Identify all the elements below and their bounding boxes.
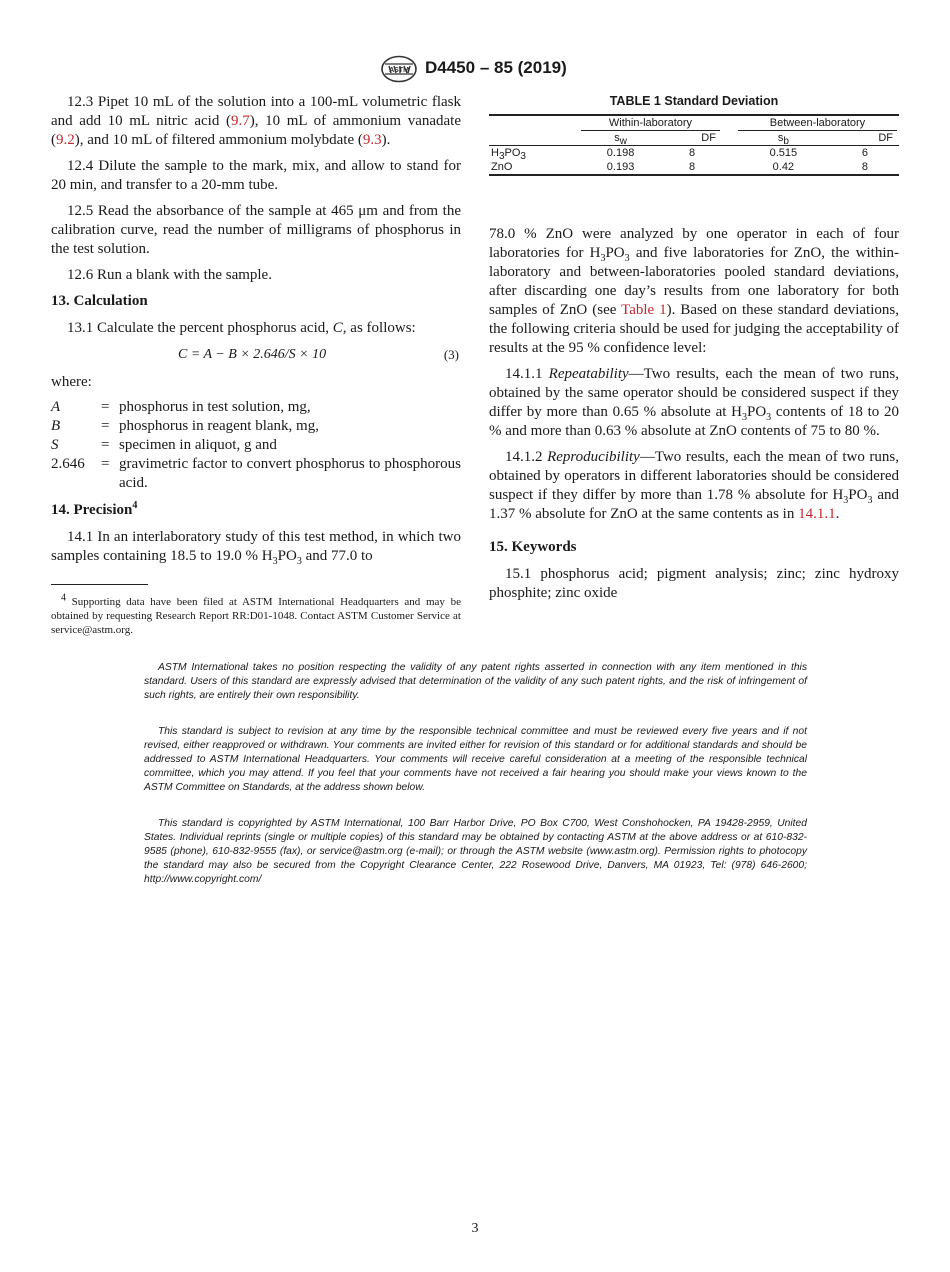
page-header [0,55,950,87]
paragraph-12-4: 12.4 Dilute the sample to the mark, mix, and allow to stand for 20 min, and transfer to a 20-mm tube. [51,158,461,193]
disclaimer-copyright: This standard is copyrighted by ASTM International, 100 Barr Harbor Drive, PO Box C700, West Conshohocken, PA 19428-2959, United States. Individual reprints (single or multiple copies) of this standard may be obtained by contacting ASTM at the above address or at 610-832-9585 (phone), 610-832-9555 (fax), or service@astm.org (e-mail); or through the ASTM website (www.astm.org). Permission rights to photocopy the standard may also be secured from the Copyright Clearance Center, 222 Rosewood Drive, Danvers, MA 01923, Tel: (978) 646-2600; http://www.copyright.com/ [144,818,807,885]
col-df1: DF [662,131,722,146]
paragraph-13-1: 13.1 Calculate the percent phosphorus acid, C, as follows: [67,320,416,336]
section-14-heading: 14. Precision$^4$ [51,500,138,518]
page-number: 3 [471,1221,479,1236]
table-subheader-row [489,131,899,146]
table-row: ZnO 0.193 8 0.42 8 [489,160,899,175]
disclaimer-patent: ASTM International takes no position respecting the validity of any patent rights asserted in connection with any item mentioned in this standard. Users of this standard are expressly advised that determination of the validity of any such patent rights, and the risk of infringement of such rights, are entirely their own responsibility. [144,662,807,701]
variable-definitions: A = phosphorus in test solution, mg, B = phosphorus in reagent blank, mg, S = specimen in aliquot, g and 2.646 = gravimetric factor to convert phosphorus to phosphorous acid. [51,399,461,491]
section-13-heading: 13. Calculation [51,293,148,309]
equation-number: (3) [443,347,459,362]
table-row: $H_3PO_3$ 0.198 8 0.515 6 [491,147,868,163]
equation-3 [51,345,461,367]
var-symbol: 2.646 [51,456,85,472]
svg-text:ASTM: ASTM [389,67,409,74]
footnote-4: $^4$ Supporting data have been filed at ASTM International Headquarters and may be obtained by requesting Research Report RR:D01-1048. Contact ASTM Customer Service at service@astm.org. [51,592,461,636]
row-label: $H_3PO_3$ [491,147,526,163]
group-header-between: Between-laboratory [736,115,899,131]
ref-9-2-link[interactable]: 9.2 [56,132,75,148]
equation-body: C = A − B × 2.646/S × 10 [178,347,327,362]
ref-table-1-link[interactable]: Table 1 [621,302,667,318]
var-symbol: B [51,418,61,434]
group-header-within: Within-laboratory [579,115,722,131]
where-label: where: [51,374,92,390]
ref-9-3-link[interactable]: 9.3 [362,132,382,148]
disclaimer-revision: This standard is subject to revision at any time by the responsible technical committee and must be reviewed every five years and if not revised, either reapproved or withdrawn. Your comments are invited either for revision of this standard or for additional standards and should be addressed to ASTM International Headquarters. Your comments will receive careful consideration at a meeting of the responsible technical committee, which you may attend. If you feel that your comments have not received a fair hearing you should make your views known to the ASTM Committee on Standards, at the address shown below. [144,726,807,793]
var-definition: specimen in aliquot, g and [119,437,277,453]
paragraph-14-1-part2: 78.0 % ZnO were analyzed by one operator in each of four laboratories for $H_3PO_3$ and five laboratories for ZnO, the within-laboratory and between-laboratories pooled standard deviations, after discarding one day’s results from one laboratory for both samples of ZnO (see Table 1). Based on these standard deviations, the following criteria should be used for judging the acceptability of results at the 95 % confidence level: [489,226,899,356]
row-label: ZnO [489,160,579,175]
var-symbol: S [51,437,59,453]
var-definition: phosphorus in reagent blank, mg, [119,418,319,434]
document-designation: D4450 – 85 (2019) [425,58,567,77]
footnote-rule [51,584,148,585]
astm-logo-icon [380,55,418,83]
left-column [51,93,461,573]
right-column [489,225,899,610]
var-definition: gravimetric factor to convert phosphorus to phosphorous acid. [119,456,461,491]
table-title: TABLE 1 Standard Deviation [609,94,779,108]
col-sw: $s_w$ [579,131,662,146]
var-symbol: A [51,399,61,415]
ref-9-7-link[interactable]: 9.7 [230,113,250,129]
col-sb: $s_b$ [736,131,831,146]
paragraph-12-3: 12.3 Pipet 10 mL of the solution into a 100-mL volumetric flask and add 10 mL nitric acid (9.7), 10 mL of ammonium vanadate (9.2), and 10 mL of filtered ammonium molybdate (9.3). [51,94,461,148]
paragraph-12-6: 12.6 Run a blank with the sample. [67,267,272,283]
var-definition: phosphorus in test solution, mg, [119,399,311,415]
section-15-heading: 15. Keywords [489,539,577,555]
col-df2: DF [831,131,899,146]
table-header-row [489,115,899,131]
paragraph-15-1: 15.1 phosphorus acid; pigment analysis; zinc; zinc hydroxy phosphite; zinc oxide [489,566,899,601]
paragraph-12-5: 12.5 Read the absorbance of the sample at 465 μm and from the calibration curve, read the number of milligrams of phosphorus in the test solution. [51,203,461,257]
astm-disclaimer [144,661,807,909]
paragraph-14-1-part1: 14.1 In an interlaboratory study of this test method, in which two samples containing 18.5 to 19.0 % $H_3PO_3$ and 77.0 to [51,529,461,567]
standard-deviation-table [489,114,899,176]
table-1 [489,94,899,176]
paragraph-14-1-2: 14.1.2 Reproducibility—Two results, each the mean of two runs, obtained by operators in different laboratories should be considered suspect if they differ by more than 1.78 % absolute for $H_3PO_3$ and 1.37 % absolute for ZnO at the same contents as in 14.1.1. [489,449,899,522]
ref-14-1-1-link[interactable]: 14.1.1 [798,506,836,522]
paragraph-14-1-1: 14.1.1 Repeatability—Two results, each the mean of two runs, obtained by the same operator should be considered suspect if they differ by more than 0.65 % absolute at $H_3PO_3$ contents of 18 to 20 % and more than 0.63 % absolute at ZnO contents of 75 to 80 %. [489,366,900,439]
